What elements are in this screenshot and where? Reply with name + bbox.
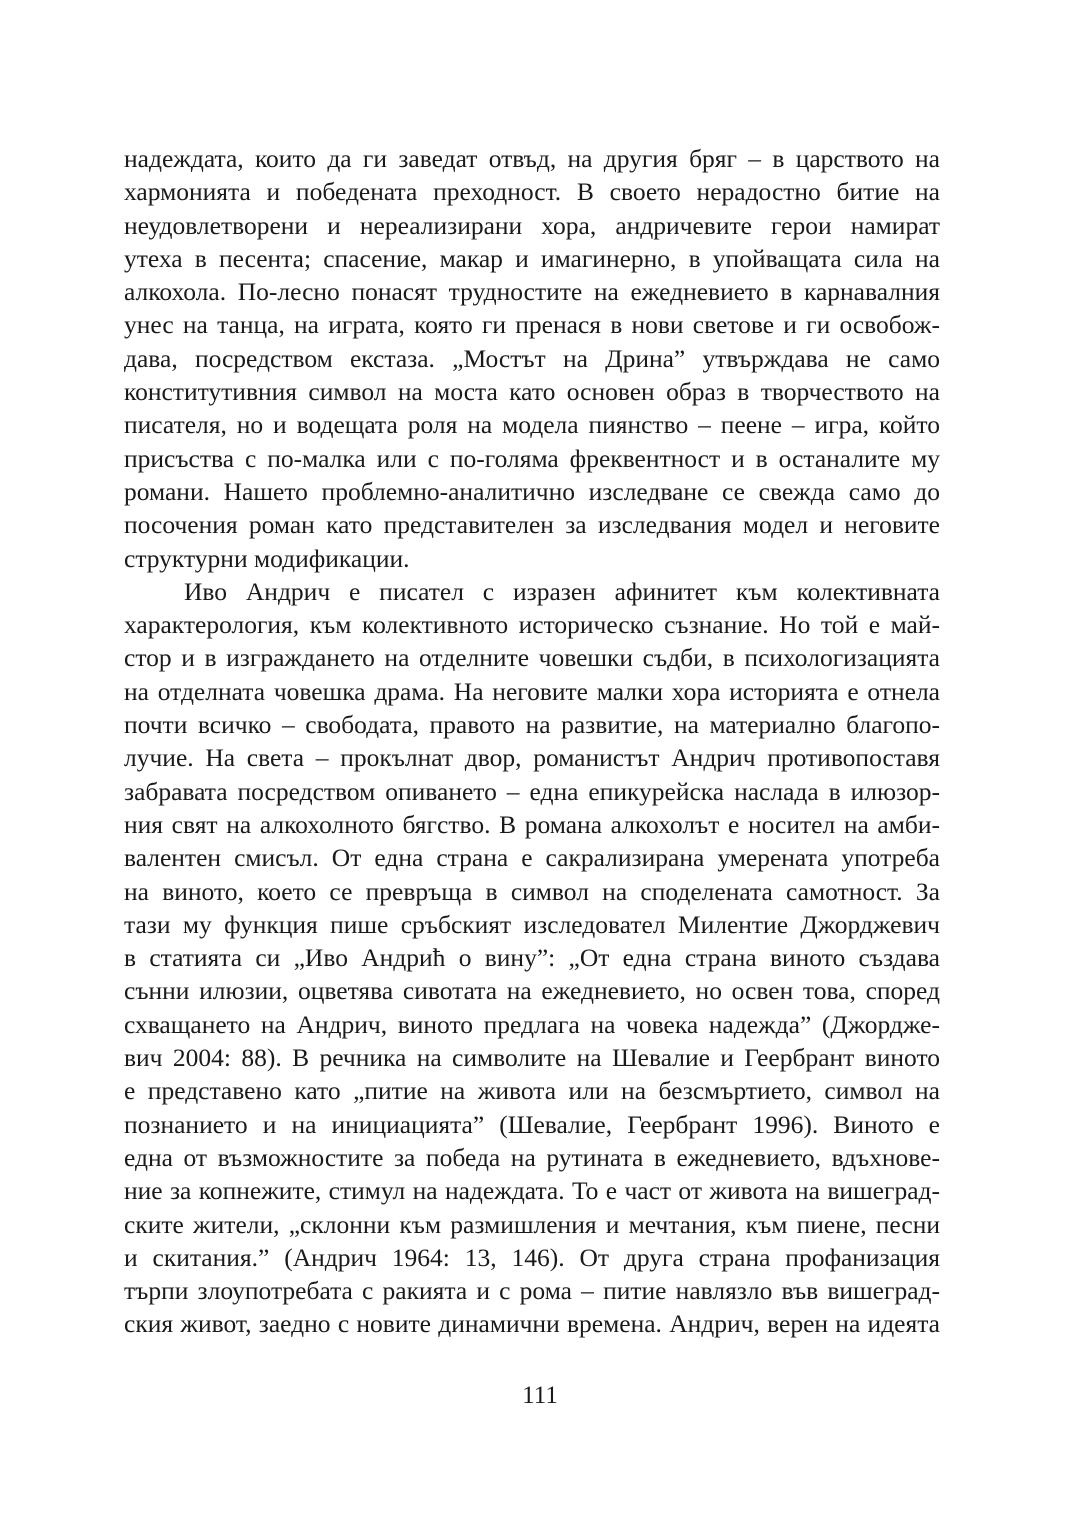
text-line: схващането на Андрич, виното предлага на човека надежда” (Джордже- (124, 1009, 940, 1039)
text-line: писателя, но и водещата роля на модела пиянство – пеене – игра, който (124, 410, 940, 440)
text-line: ските жители, „склонни към размишления и мечтания, към пиене, песни (124, 1209, 940, 1239)
text-line: ния свят на алкохолното бягство. В романа алкохолът е носител на амби- (124, 809, 940, 839)
text-line: почти всичко – свободата, правото на развитие, на материално благопо- (124, 710, 940, 740)
text-line: ние за копнежите, стимул на надеждата. То е част от живота на вишеград- (124, 1176, 940, 1206)
text-line: в статията си „Иво Андрић о вину”: „От една страна виното създава (124, 943, 940, 973)
text-line: една от възможностите за победа на рутината в ежедневието, вдъхнове- (124, 1142, 940, 1172)
text-line: утеха в песента; спасение, макар и имагинерно, в упойващата сила на (124, 243, 940, 273)
text-line: неудовлетворени и нереализирани хора, андричевите герои намират (124, 210, 940, 240)
body-text (124, 142, 940, 1341)
text-line: забравата посредством опиването – една епикурейска наслада в илюзор- (124, 776, 940, 806)
paragraph (124, 142, 940, 575)
text-line: унес на танца, на играта, която ги пренася в нови светове и ги освобож- (124, 310, 940, 340)
paragraph (124, 575, 940, 1341)
page-number: 111 (522, 1382, 558, 1409)
text-line: романи. Нашето проблемно-аналитично изследване се свежда само до (124, 476, 940, 506)
text-line: търпи злоупотребата с ракията и с рома – питие навлязло във вишеград- (124, 1276, 940, 1306)
text-line: на виното, което се превръща в символ на споделената самотност. За (124, 876, 940, 906)
text-line: Иво Андрич е писател с изразен афинитет към колективната (184, 576, 940, 606)
text-line: познанието и на инициацията” (Шевалие, Геербрант 1996). Виното е (124, 1109, 940, 1139)
text-line: ския живот, заедно с новите динамични времена. Андрич, верен на идеята (124, 1309, 940, 1339)
text-line: присъства с по-малка или с по-голяма фреквентност и в останалите му (124, 443, 940, 473)
text-line: надеждата, които да ги заведат отвъд, на другия бряг – в царството на (124, 144, 940, 173)
text-line: хармонията и победената преходност. В своето нерадостно битие на (124, 177, 940, 207)
text-line: тази му функция пише сръбският изследовател Милентие Джорджевич (124, 909, 940, 939)
text-line: структурни модификации. (124, 543, 410, 573)
text-line: валентен смисъл. От една страна е сакрализирана умерената употреба (124, 843, 940, 873)
text-line: и скитания.” (Андрич 1964: 13, 146). От друга страна профанизация (124, 1242, 940, 1272)
text-line: конститутивния символ на моста като основен образ в творчеството на (124, 377, 940, 407)
text-line: алкохола. По-лесно понасят трудностите на ежедневието в карнавалния (124, 277, 940, 307)
text-line: дава, посредством екстаза. „Мостът на Дрина” утвърждава не само (124, 343, 940, 373)
text-line: характерология, към колективното историческо съзнание. Но той е май- (124, 610, 940, 640)
text-line: лучие. На света – прокълнат двор, романистът Андрич противопоставя (124, 743, 940, 773)
text-line: сънни илюзии, оцветява сивотата на ежедневието, но освен това, според (124, 976, 940, 1006)
text-line: стор и в изграждането на отделните човешки съдби, в психологизацията (124, 643, 940, 673)
text-line: вич 2004: 88). В речника на символите на Шевалие и Геербрант виното (124, 1043, 940, 1073)
text-line: посочения роман като представителен за изследвания модел и неговите (124, 510, 940, 540)
text-line: е представено като „питие на живота или на безсмъртието, символ на (124, 1076, 940, 1106)
text-line: на отделната човешка драма. На неговите малки хора историята е отнела (124, 676, 940, 706)
